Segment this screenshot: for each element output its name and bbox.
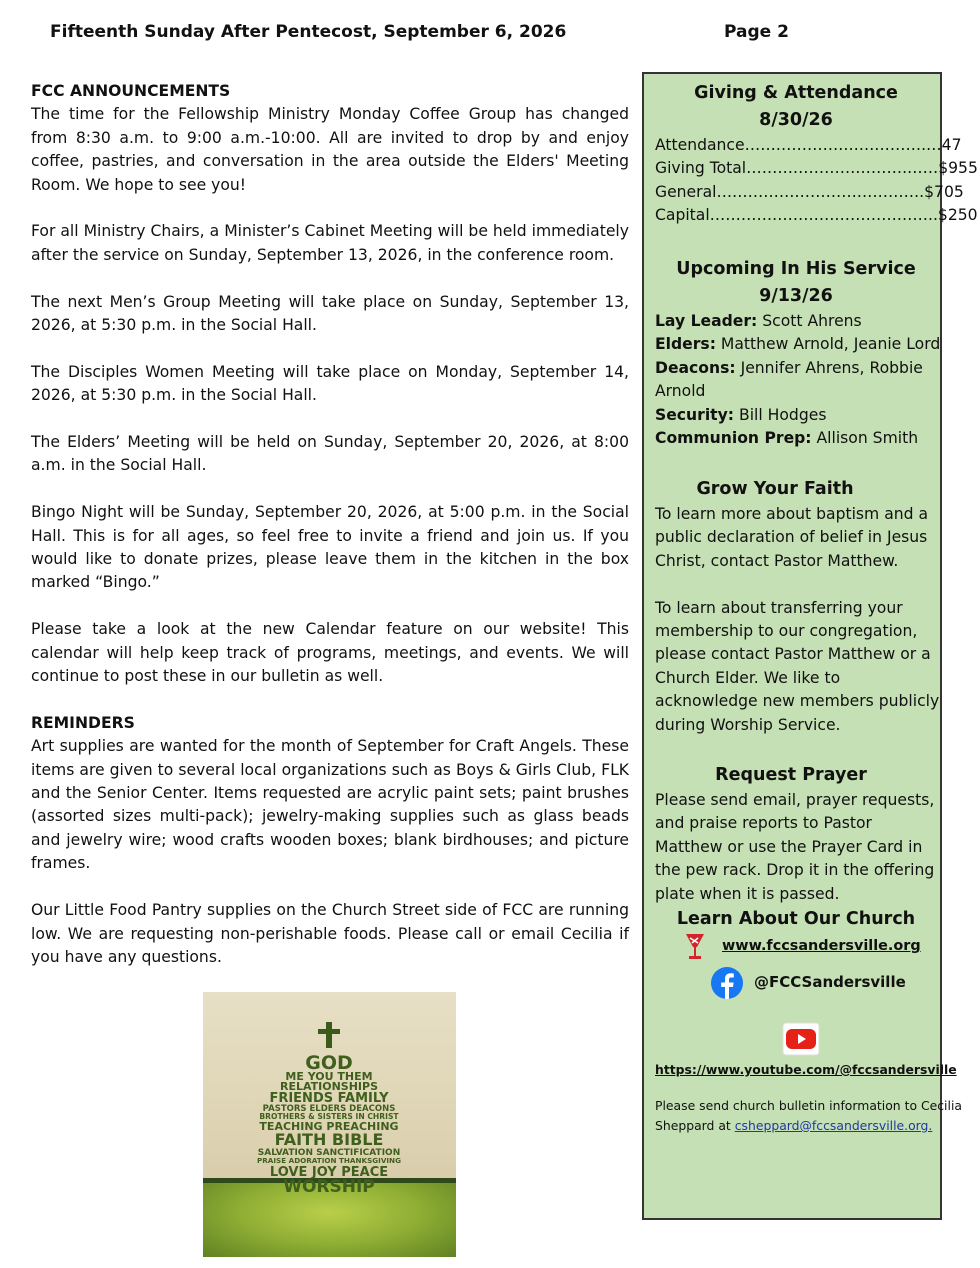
note-text-line2 [655,1116,937,1136]
poster-line: TEACHING PREACHING [259,1120,399,1133]
row-label: General…………………………………. [655,182,925,201]
reminders-heading: REMINDERS [31,713,135,732]
faith-text: Church Elder. We like to [655,668,841,687]
giving-heading: Giving & Attendance [694,83,898,103]
prayer-text: Please send email, prayer requests, [655,791,935,809]
giving-row [655,157,978,180]
poster-line: RELATIONSHIPS [279,1080,379,1093]
row-label: Attendance………………….………….… [655,136,942,154]
poster-line: GOD [305,1052,353,1074]
page-number: Page 2 [724,22,789,42]
communion-name: Allison Smith [816,429,919,448]
faith-text: To learn more about baptism and a [655,505,929,523]
faith-section [655,476,940,737]
announcement-calendar: Please take a look at the new Calendar feature on our website! This calendar will help keep track of programs, meetings, and events. We will continue to post these in our bulletin as well. [31,620,629,686]
facebook-row [708,966,928,1000]
cross-icon [318,1022,340,1048]
poster-line: SALVATION SANCTIFICATION [257,1148,401,1158]
giving-row [655,134,962,157]
announcement-mens-group: The next Men’s Group Meeting will take place on Sunday, September 13, 2026, at 5:30 p.m. in the Social Hall. [31,292,629,335]
giving-row [655,204,978,227]
faith-heading: Grow Your Faith [696,479,854,499]
youtube-link[interactable]: https://www.youtube.com/@fccsandersville [655,1062,957,1077]
website-row [684,932,934,962]
faith-text: acknowledge new members publicly [655,692,940,711]
row-value: 47 [941,136,962,154]
youtube-link-row [655,1058,957,1081]
facebook-icon[interactable] [708,966,746,1000]
bulletin-note [655,1096,962,1136]
note-text: Please send church bulletin information to Cecilia [655,1098,962,1113]
announcement-coffee: The time for the Fellowship Ministry Monday Coffee Group has changed from 8:30 a.m. to 9:00 a.m.-10:00. All are invited to drop by and enjoy coffee, pastries, and conversation in the area outside the Elders' Meeting Room. We hope to see you! [31,105,629,194]
poster-line: PASTORS ELDERS DEACONS [262,1104,396,1114]
security-line [655,404,937,427]
email-link[interactable]: csheppard@fccsandersville.org. [734,1118,933,1133]
reminder-food-pantry: Our Little Food Pantry supplies on the Church Street side of FCC are running low. We are requesting non-perishable foods. Please call or email Cecilia if you have any questions. [31,901,629,966]
giving-date: 8/30/26 [759,110,833,130]
about-heading: Learn About Our Church [676,909,916,929]
prayer-text: and praise reports to Pastor [655,814,872,833]
poster-line: FRIENDS FAMILY [269,1091,389,1106]
prayer-heading: Request Prayer [715,765,867,785]
note-text: Sheppard at [655,1118,735,1133]
row-label: Giving Total………………………….…… [655,159,939,178]
service-date: 9/13/26 [759,286,833,306]
prayer-text: Matthew or use the Prayer Card in [655,837,923,856]
prayer-text: the pew rack. Drop it in the offering [655,861,935,880]
elders-label: Elders: [655,335,716,354]
faith-text: during Worship Service. [655,715,841,734]
poster-line: FAITH BIBLE [274,1130,384,1149]
about-section [655,906,937,933]
youtube-icon[interactable] [782,1022,820,1056]
page-header [50,22,930,48]
row-value: $250 [937,206,978,225]
facebook-handle[interactable]: @FCCSandersville [754,973,906,992]
lay-leader-name: Scott Ahrens [762,312,862,330]
worship-poster [203,992,456,1257]
announcement-disciples-women: The Disciples Women Meeting will take place on Monday, September 14, 2026, at 5:30 p.m. in the Social Hall. [31,362,629,405]
security-name: Bill Hodges [739,405,827,424]
communion-label: Communion Prep: [655,429,812,448]
poster-line: LOVE JOY PEACE [269,1165,389,1180]
elders-names: Matthew Arnold, Jeanie Lord [720,335,941,354]
reminder-art-supplies: Art supplies are wanted for the month of September for Craft Angels. These items are given to several local organizations such as Boys & Girls Club, FLK and the Senior Center. Items requested are acrylic paint sets; paint brushes (assorted sizes multi-pack); jewelry-making supplies such as glass beads and jewelry wire; wood crafts wooden boxes; blank birdhouses; and picture frames. [31,737,629,873]
deacons-names-cont: Arnold [655,382,706,401]
deacons-names: Jennifer Ahrens, Robbie [740,358,923,377]
deacons-label: Deacons: [655,358,736,377]
prayer-section [655,762,937,906]
lay-leader-label: Lay Leader: [655,312,758,330]
poster-line: PRAISE ADORATION THANKSGIVING [257,1156,401,1165]
announcement-elders: The Elders’ Meeting will be held on Sunday, September 20, 2026, at 8:00 a.m. in the Social Hall. [31,433,629,475]
website-link[interactable]: www.fccsandersville.org [722,938,921,955]
poster-line: BROTHERS & SISTERS IN CHRIST [259,1112,399,1121]
communion-line [655,427,937,450]
faith-text: membership to our congregation, [655,622,918,641]
giving-row [655,181,964,204]
poster-word-cross [203,992,456,1197]
announcements-column [31,80,629,993]
service-heading: Upcoming In His Service [676,259,916,279]
deacons-line [655,357,937,380]
service-section [655,256,941,450]
bulletin-title: Fifteenth Sunday After Pentecost, September 6, 2026 [50,22,567,42]
faith-text: please contact Pastor Matthew or a [655,645,931,664]
prayer-text: plate when it is passed. [655,884,840,903]
row-value: $955 [938,159,978,178]
poster-line: ME YOU THEM [285,1070,373,1083]
elders-line [655,333,941,356]
announcements-heading: FCC ANNOUNCEMENTS [31,82,231,100]
giving-section [655,80,978,228]
announcement-cabinet: For all Ministry Chairs, a Minister’s Cabinet Meeting will be held immediately after the service on Sunday, September 13, 2026, in the conference room. [31,222,629,264]
faith-text: public declaration of belief in Jesus [655,528,928,547]
lay-leader-line [655,310,937,333]
faith-text: Christ, contact Pastor Matthew. [655,551,899,570]
row-label: Capital…………………………………….. [655,206,938,225]
row-value: $705 [924,182,964,201]
security-label: Security: [655,405,735,424]
faith-text: To learn about transferring your [655,598,903,617]
chalice-icon [684,932,706,962]
announcement-bingo: Bingo Night will be Sunday, September 20, 2026, at 5:00 p.m. in the Social Hall. This is for all ages, so feel free to invite a friend and join us. If you would like to donate prizes, please leave them in the kitchen in the box marked “Bingo.” [31,503,629,592]
sidebar-panel [642,72,978,1220]
poster-line: WORSHIP [283,1177,375,1197]
